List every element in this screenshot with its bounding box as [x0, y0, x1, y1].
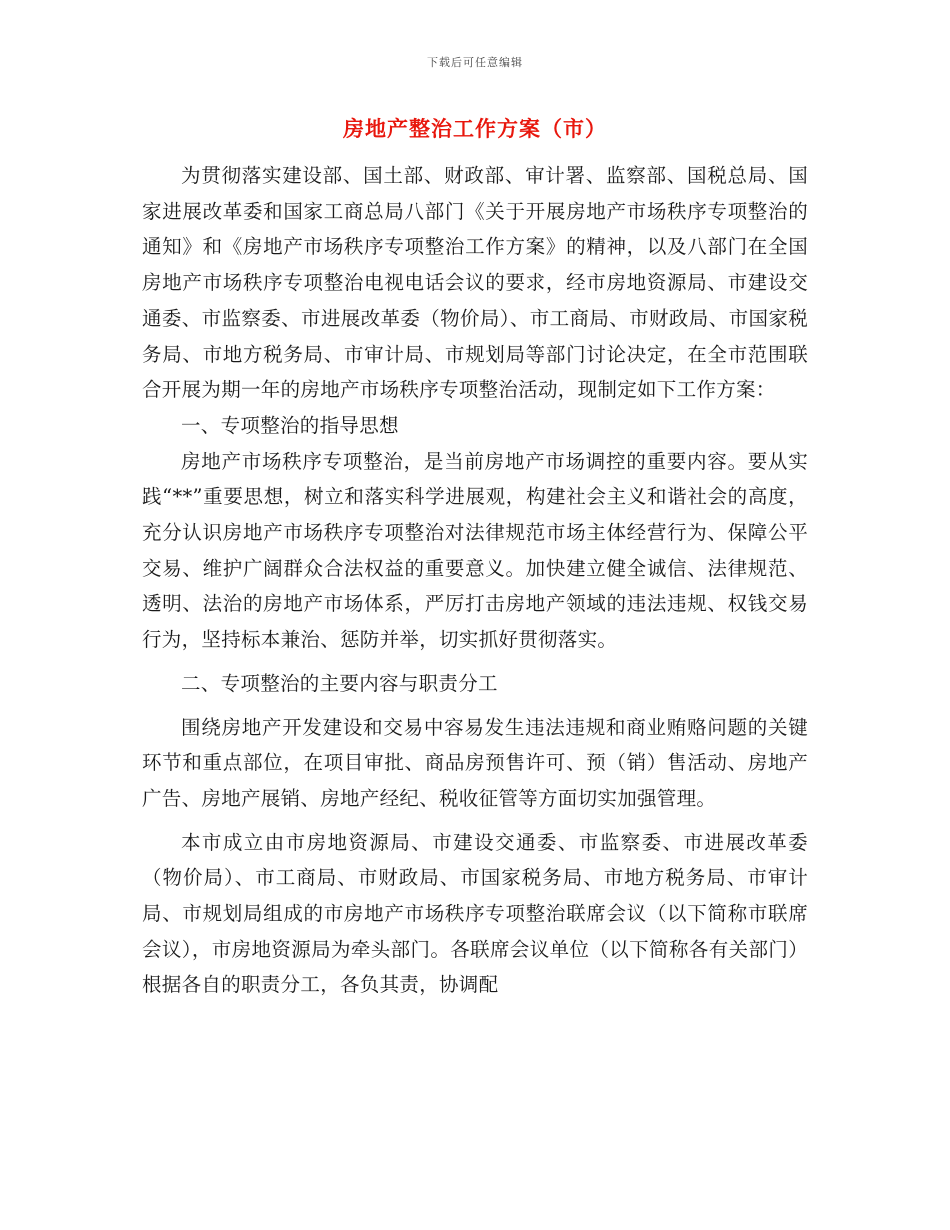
document-body: [142, 158, 808, 1003]
paragraph-joint-meeting: 本市成立由市房地资源局、市建设交通委、市监察委、市进展改革委（物价局）、市工商局、市财政局、市国家税务局、市地方税务局、市审计局、市规划局组成的市房地产市场秩序专项整治联席会议（以下简称市联席会议），市房地资源局为牵头部门。各联席会议单位（以下简称各有关部门）根据各自的职责分工，各负其责，协调配: [142, 830, 808, 997]
section-heading-guiding-ideology: 一、专项整治的指导思想: [181, 413, 399, 437]
document-title: 房地产整治工作方案（市）: [343, 116, 607, 141]
header-note: 下载后可任意编辑: [427, 56, 523, 69]
paragraph-intro: 为贯彻落实建设部、国土部、财政部、审计署、监察部、国税总局、国家进展改革委和国家工商总局八部门《关于开展房地产市场秩序专项整治的通知》和《房地产市场秩序专项整治工作方案》的精神，以及八部门在全国房地产市场秩序专项整治电视电话会议的要求，经市房地资源局、市建设交通委、市监察委、市进展改革委（物价局）、市工商局、市财政局、市国家税务局、市地方税务局、市审计局、市规划局等部门讨论决定，在全市范围联合开展为期一年的房地产市场秩序专项整治活动，现制定如下工作方案：: [142, 164, 808, 402]
section-heading-main-content: 二、专项整治的主要内容与职责分工: [181, 671, 498, 695]
paragraph-guiding-ideology: 房地产市场秩序专项整治，是当前房地产市场调控的重要内容。要从实践“**”重要思想，树立和落实科学进展观，构建社会主义和谐社会的高度，充分认识房地产市场秩序专项整治对法律规范市场主体经营行为、保障公平交易、维护广阔群众合法权益的重要意义。加快建立健全诚信、法律规范、透明、法治的房地产市场体系，严厉打击房地产领域的违法违规、权钱交易行为，坚持标本兼治、惩防并举，切实抓好贯彻落实。: [142, 449, 808, 652]
paragraph-main-content: 围绕房地产开发建设和交易中容易发生违法违规和商业贿赂问题的关键环节和重点部位，在项目审批、商品房预售许可、预（销）售活动、房地产广告、房地产展销、房地产经纪、税收征管等方面切实加强管理。: [142, 715, 808, 810]
